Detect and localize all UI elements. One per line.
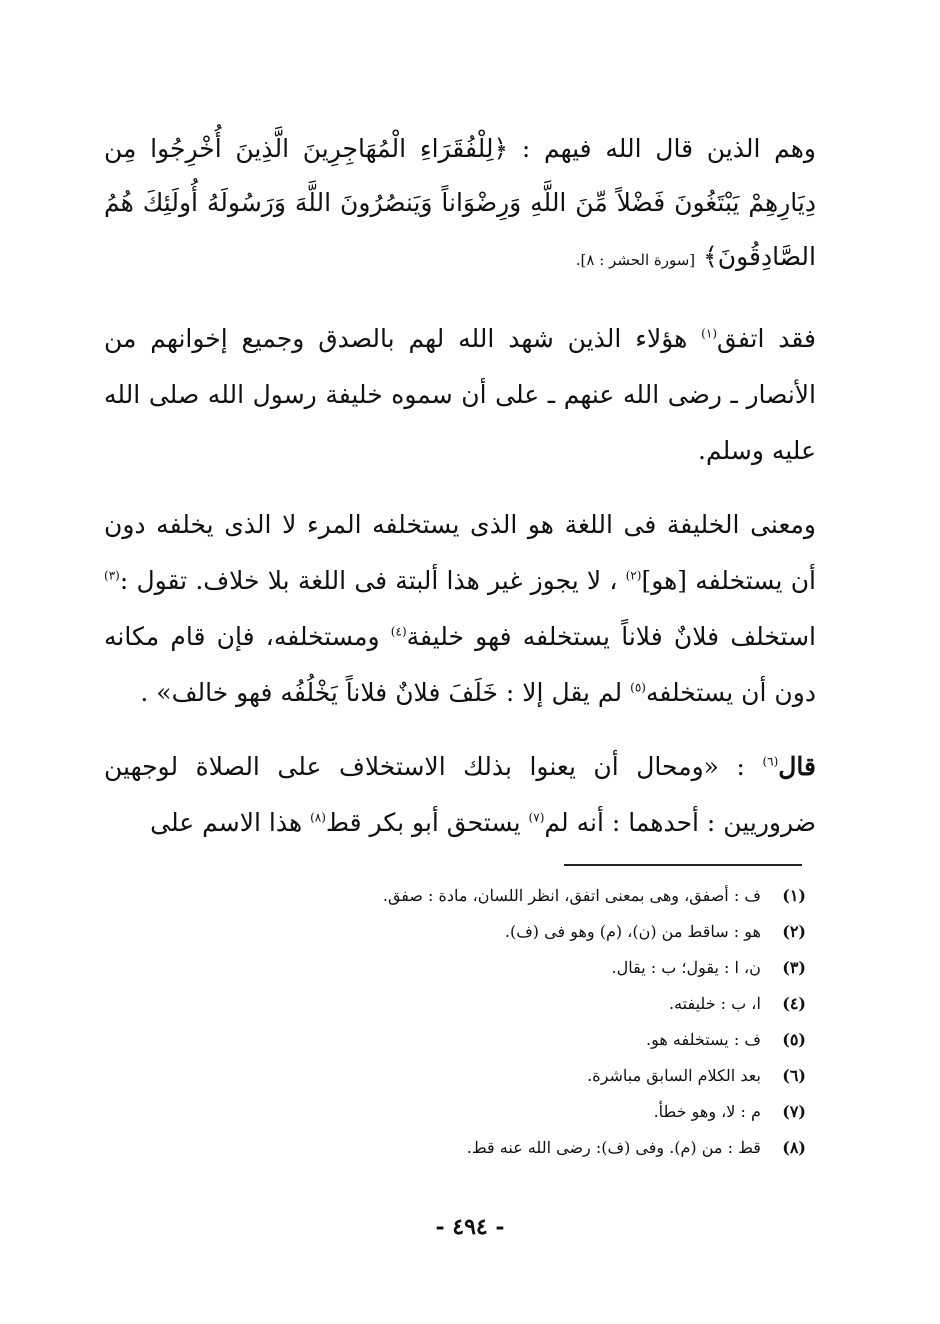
text-segment: هؤلاء الذين شهد الله لهم بالصدق وجميع إخوانهم من الأنصار ـ رضى الله عنهم ـ على أن سموه خليفة رسول الله صلى الله عليه وسلم.: [104, 324, 816, 465]
footnote-number: (٣): [782, 958, 806, 977]
text-segment: يستحق أبو بكر قط: [325, 808, 529, 837]
footnote-5: [246, 1022, 806, 1058]
text-segment: فقد اتفق: [717, 324, 816, 353]
footnote-number: (٦): [782, 1066, 806, 1085]
text-segment: : «ومحال أن يعنوا بذلك الاستخلاف على الصلاة لوجهين ضروريين : أحدهما : أنه لم: [104, 752, 816, 837]
text-segment: ومستخلفه، فإن قام مكانه دون أن يستخلفه: [104, 622, 816, 707]
paragraph-khalifa-meaning: [104, 497, 816, 721]
text-segment: ، لا يجوز غير هذا ألبتة فى اللغة بلا خلاف. تقول :: [119, 566, 626, 595]
footnote-7: [246, 1094, 806, 1130]
footnote-ref-6[interactable]: (٦): [762, 754, 779, 769]
text-segment: استخلف فلانٌ فلاناً يستخلفه فهو خليفة: [406, 622, 816, 651]
main-text: [104, 122, 816, 851]
footnote-6: [246, 1058, 806, 1094]
paragraph-agreement: [104, 311, 816, 479]
footnote-4: [246, 986, 806, 1022]
surah-reference: [سورة الحشر : ٨].: [575, 251, 696, 269]
footnote-8: [246, 1130, 806, 1166]
footnote-number: (٤): [782, 994, 806, 1013]
page-number: - ٤٩٤ -: [435, 1214, 505, 1240]
footnote-number: (٨): [782, 1138, 806, 1157]
footnote-ref-1[interactable]: (١): [701, 326, 717, 341]
paragraph-qala: [104, 739, 816, 851]
footnote-number: (٥): [782, 1030, 806, 1049]
footnote-ref-7[interactable]: (٧): [528, 810, 545, 825]
verse-text: وهم الذين قال الله فيهم : ﴿لِلْفُقَرَاءِ الْمُهَاجِرِينَ الَّذِينَ أُخْرِجُوا مِن دِيَارِهِمْ يَبْتَغُونَ فَضْلاً مِّنَ اللَّهِ وَرِضْوَاناً وَيَنصُرُونَ اللَّهَ وَرَسُولَهُ أُولَئِكَ هُمُ الصَّادِقُونَ﴾: [104, 134, 816, 271]
text-segment: ومعنى الخليفة فى اللغة هو الذى يستخلفه المرء لا الذى يخلفه دون أن يستخلفه [هو]: [104, 510, 817, 595]
footnote-text: ا، ب : خليفته.: [668, 994, 761, 1013]
footnote-ref-3[interactable]: (٣): [104, 568, 120, 583]
footnote-text: بعد الكلام السابق مباشرة.: [587, 1066, 761, 1085]
footnote-3: [246, 950, 806, 986]
footnote-ref-4[interactable]: (٤): [390, 624, 407, 639]
paragraph-quran-verse: [104, 122, 816, 287]
text-segment: هذا الاسم على: [150, 808, 311, 837]
footnote-text: ف : يستخلفه هو.: [646, 1030, 761, 1049]
footnote-ref-8[interactable]: (٨): [310, 810, 326, 825]
footnotes-list: [246, 878, 806, 1166]
footnote-ref-2[interactable]: (٢): [625, 568, 642, 583]
footnote-separator: [564, 864, 802, 866]
footnote-number: (٢): [782, 922, 806, 941]
footnote-text: م : لا، وهو خطأ.: [653, 1102, 761, 1121]
qala-word: قال: [778, 752, 816, 781]
footnote-text: هو : ساقط من (ن)، (م) وهو فى (ف).: [504, 922, 761, 941]
footnote-text: ف : أصفق، وهى بمعنى اتفق، انظر اللسان، مادة : صفق.: [382, 886, 761, 905]
text-segment: لم يقل إلا : خَلَفَ فلانٌ فلاناً يَخْلُفُه فهو خالف» .: [140, 678, 631, 707]
footnote-text: ن، ا : يقول؛ ب : يقال.: [611, 958, 761, 977]
footnote-1: [246, 878, 806, 914]
footnote-ref-5[interactable]: (٥): [630, 680, 646, 695]
footnote-2: [246, 914, 806, 950]
footnote-number: (٧): [782, 1102, 806, 1121]
footnote-number: (١): [782, 886, 806, 905]
footnote-text: قط : من (م). وفى (ف): رضى الله عنه قط.: [466, 1138, 761, 1157]
